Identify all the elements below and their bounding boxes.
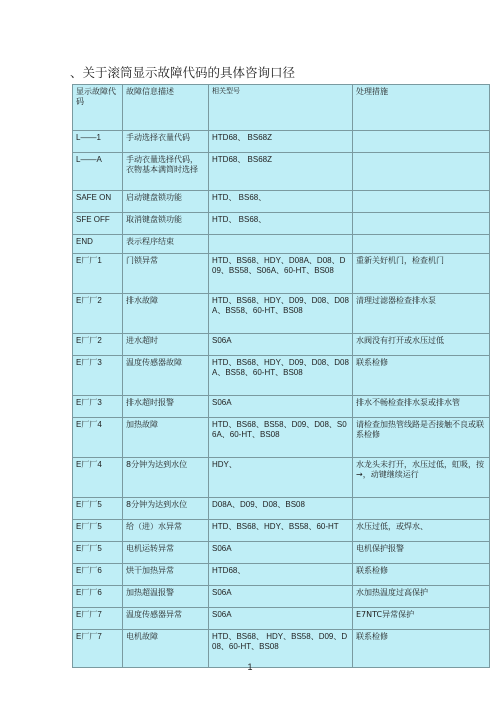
fault-code: SFE OFF (73, 213, 123, 235)
handling-action: 清理过滤器检查排水泵 (353, 294, 490, 334)
fault-description: 8分钟为达到水位 (123, 498, 209, 520)
table-row (73, 520, 490, 542)
handling-action (353, 235, 490, 254)
table-row (73, 254, 490, 294)
fault-code: E厂厂5 (73, 542, 123, 564)
related-models: HTD、 BS68、 (209, 213, 353, 235)
fault-code-table (72, 84, 490, 668)
fault-code: E厂厂4 (73, 418, 123, 458)
header-models: 相关型号 (209, 85, 353, 131)
fault-description: 表示程序结束 (123, 235, 209, 254)
header-action: 处理措施 (353, 85, 490, 131)
related-models: S06A (209, 608, 353, 630)
fault-description: 门锁异常 (123, 254, 209, 294)
table-row (73, 235, 490, 254)
fault-description: 给（进）水异常 (123, 520, 209, 542)
handling-action: 重新关好机门，检查机门 (353, 254, 490, 294)
fault-description: 手动衣量选择代码，衣物基本满筒时选择 (123, 153, 209, 191)
table-row (73, 542, 490, 564)
handling-action: 联系检修 (353, 356, 490, 396)
related-models: HTD、BS68、HDY、D08A、D08、D09、BS58、S06A、60-HT、BS08 (209, 254, 353, 294)
fault-code: E厂厂2 (73, 294, 123, 334)
fault-description: 温度传感器故障 (123, 356, 209, 396)
fault-code: E厂厂3 (73, 356, 123, 396)
handling-action: E7NTC异常保护 (353, 608, 490, 630)
fault-description: 电机故障 (123, 630, 209, 668)
handling-action (353, 191, 490, 213)
table-row (73, 213, 490, 235)
fault-description: 电机运转异常 (123, 542, 209, 564)
fault-description: 取消键盘锁功能 (123, 213, 209, 235)
table-row (73, 396, 490, 418)
handling-action: 联系检修 (353, 564, 490, 586)
related-models: HTD68、 BS68Z (209, 131, 353, 153)
fault-description: 手动选择衣量代码 (123, 131, 209, 153)
related-models: HTD68、 (209, 564, 353, 586)
fault-code: E厂厂5 (73, 520, 123, 542)
handling-action (353, 498, 490, 520)
handling-action: 请检查加热管线路是否接触不良或联系检修 (353, 418, 490, 458)
table-row (73, 458, 490, 498)
table-row (73, 294, 490, 334)
fault-description: 加热故障 (123, 418, 209, 458)
related-models: S06A (209, 542, 353, 564)
fault-description: 排水超时报警 (123, 396, 209, 418)
table-row (73, 608, 490, 630)
table-row (73, 564, 490, 586)
related-models: HDY、 (209, 458, 353, 498)
page-title: 、关于滚筒显示故障代码的具体咨询口径 (70, 65, 296, 80)
fault-code: END (73, 235, 123, 254)
table-row (73, 356, 490, 396)
table-row (73, 131, 490, 153)
header-desc: 故障信息描述 (123, 85, 209, 131)
related-models: HTD、BS68、HDY、BS58、60-HT (209, 520, 353, 542)
handling-action: 水阀没有打开或水压过低 (353, 334, 490, 356)
fault-description: 启动键盘锁功能 (123, 191, 209, 213)
fault-description: 加热超温报警 (123, 586, 209, 608)
fault-code: SAFE ON (73, 191, 123, 213)
handling-action: 水加热温度过高保护 (353, 586, 490, 608)
table-row (73, 586, 490, 608)
handling-action: 水龙头未打开，水压过低，虹吸，按→，动键继续运行 (353, 458, 490, 498)
fault-description: 温度传感器异常 (123, 608, 209, 630)
table-row (73, 418, 490, 458)
fault-code: E厂厂2 (73, 334, 123, 356)
handling-action (353, 153, 490, 191)
fault-code: L——1 (73, 131, 123, 153)
fault-code: E厂厂1 (73, 254, 123, 294)
handling-action (353, 213, 490, 235)
fault-code: E厂厂7 (73, 608, 123, 630)
table-row (73, 334, 490, 356)
table-row (73, 498, 490, 520)
handling-action: 电机保护报警 (353, 542, 490, 564)
table-header-row (73, 85, 490, 131)
related-models: S06A (209, 334, 353, 356)
fault-code: E厂厂6 (73, 564, 123, 586)
related-models (209, 235, 353, 254)
related-models: HTD、 BS68、 (209, 191, 353, 213)
table-row (73, 191, 490, 213)
page-number: 1 (247, 662, 253, 672)
related-models: HTD、BS68、BS58、D09、D08、S06A、60-HT、BS08 (209, 418, 353, 458)
fault-description: 8分钟为达到水位 (123, 458, 209, 498)
related-models: S06A (209, 586, 353, 608)
related-models: D08A、D09、D08、BS08 (209, 498, 353, 520)
fault-code: E厂厂7 (73, 630, 123, 668)
header-code: 显示故障代码 (73, 85, 123, 131)
related-models: HTD、BS68、HDY、D09、D08、D08A、BS58、60-HT、BS08 (209, 294, 353, 334)
fault-code: E厂厂6 (73, 586, 123, 608)
related-models: HTD68、 BS68Z (209, 153, 353, 191)
related-models: S06A (209, 396, 353, 418)
handling-action: 水压过低，或焊水、 (353, 520, 490, 542)
fault-code: E厂厂4 (73, 458, 123, 498)
fault-code: L——A (73, 153, 123, 191)
handling-action: 联系检修 (353, 630, 490, 668)
handling-action (353, 131, 490, 153)
fault-code: E厂厂5 (73, 498, 123, 520)
related-models: HTD、BS68、HDY、D09、D08、D08A、BS58、60-HT、BS08 (209, 356, 353, 396)
fault-description: 排水故障 (123, 294, 209, 334)
fault-description: 进水超时 (123, 334, 209, 356)
related-models: HTD、BS68、 HDY、BS58、D09、D08、60-HT、BS08 (209, 630, 353, 668)
handling-action: 排水不畅检查排水泵或排水管 (353, 396, 490, 418)
fault-description: 烘干加热异常 (123, 564, 209, 586)
fault-code: E厂厂3 (73, 396, 123, 418)
table-row (73, 153, 490, 191)
